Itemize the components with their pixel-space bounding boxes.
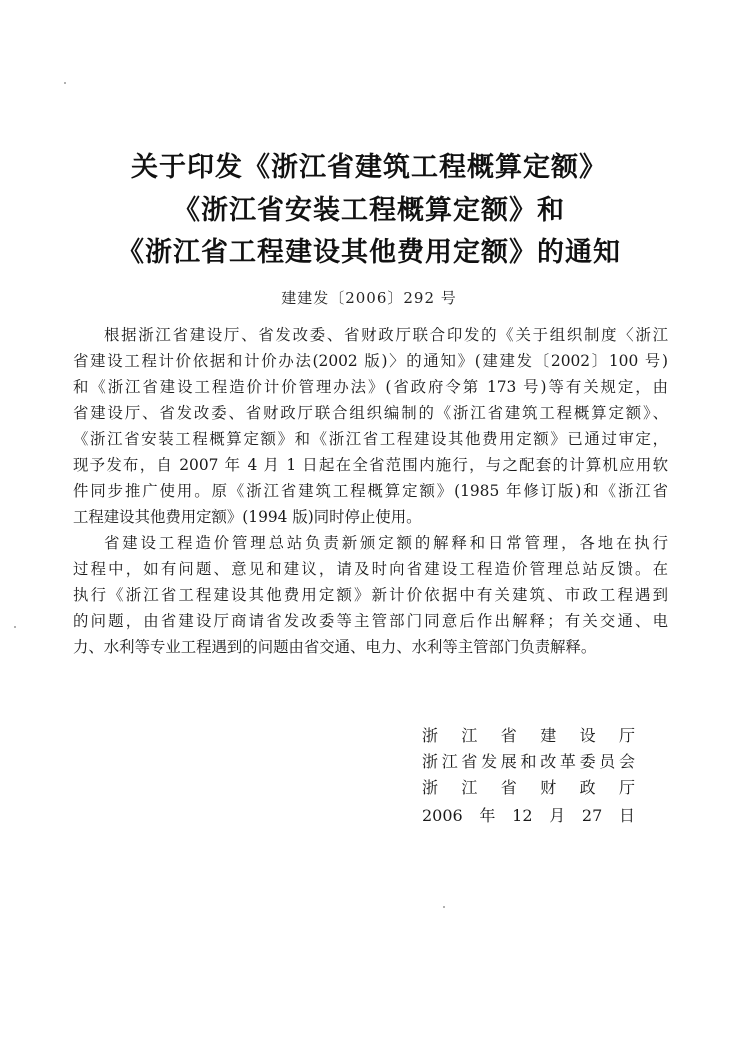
paragraph-2-line: 省建设工程造价管理总站负责新颁定额的解释和日常管理，各地在执行	[104, 534, 668, 552]
signatory-finance-dept: 浙江省财政厅	[422, 778, 635, 797]
paragraph-2-line: 的问题，由省建设厅商请省发改委等主管部门同意后作出解释；有关交通、电	[73, 612, 668, 630]
signatory-development-commission: 浙江省发展和改革委员会	[422, 752, 635, 771]
title-line-2: 《浙江省安装工程概算定额》和	[173, 195, 565, 226]
paragraph-1-line: 《浙江省安装工程概算定额》和《浙江省工程建设其他费用定额》已通过审定，	[73, 430, 668, 448]
paragraph-1-line: 根据浙江省建设厅、省发改委、省财政厅联合印发的《关于组织制度〈浙江	[104, 326, 668, 344]
issue-date: 2006年12月27日	[422, 806, 635, 825]
paragraph-2-line: 过程中，如有问题、意见和建议，请及时向省建设工程造价管理总站反馈。在	[73, 560, 668, 578]
paragraph-1-line: 工程建设其他费用定额》(1994 版)同时停止使用。	[73, 508, 422, 526]
paragraph-2-line: 执行《浙江省工程建设其他费用定额》新计价依据中有关建筑、市政工程遇到	[73, 586, 668, 604]
title-line-1: 关于印发《浙江省建筑工程概算定额》	[131, 152, 607, 183]
scan-speck	[14, 626, 16, 628]
paragraph-1-line: 件同步推广使用。原《浙江省建筑工程概算定额》(1985 年修订版)和《浙江省	[73, 482, 668, 500]
document-number: 建建发〔2006〕292 号	[281, 289, 457, 307]
scan-speck	[443, 906, 445, 908]
paragraph-1-line: 和《浙江省建设工程造价计价管理办法》(省政府令第 173 号)等有关规定，由	[73, 378, 668, 396]
scan-speck	[64, 82, 66, 84]
paragraph-1-line: 省建设厅、省发改委、省财政厅联合组织编制的《浙江省建筑工程概算定额》、	[73, 404, 668, 422]
title-line-3: 《浙江省工程建设其他费用定额》的通知	[117, 237, 621, 268]
paragraph-1-line: 省建设工程计价依据和计价办法(2002 版)〉的通知》(建建发〔2002〕100 号)	[73, 352, 668, 370]
signatory-construction-dept: 浙江省建设厅	[422, 726, 635, 745]
paragraph-1-line: 现予发布，自 2007 年 4 月 1 日起在全省范围内施行，与之配套的计算机应用软	[73, 456, 668, 474]
paragraph-2-line: 力、水利等专业工程遇到的问题由省交通、电力、水利等主管部门负责解释。	[73, 638, 597, 656]
